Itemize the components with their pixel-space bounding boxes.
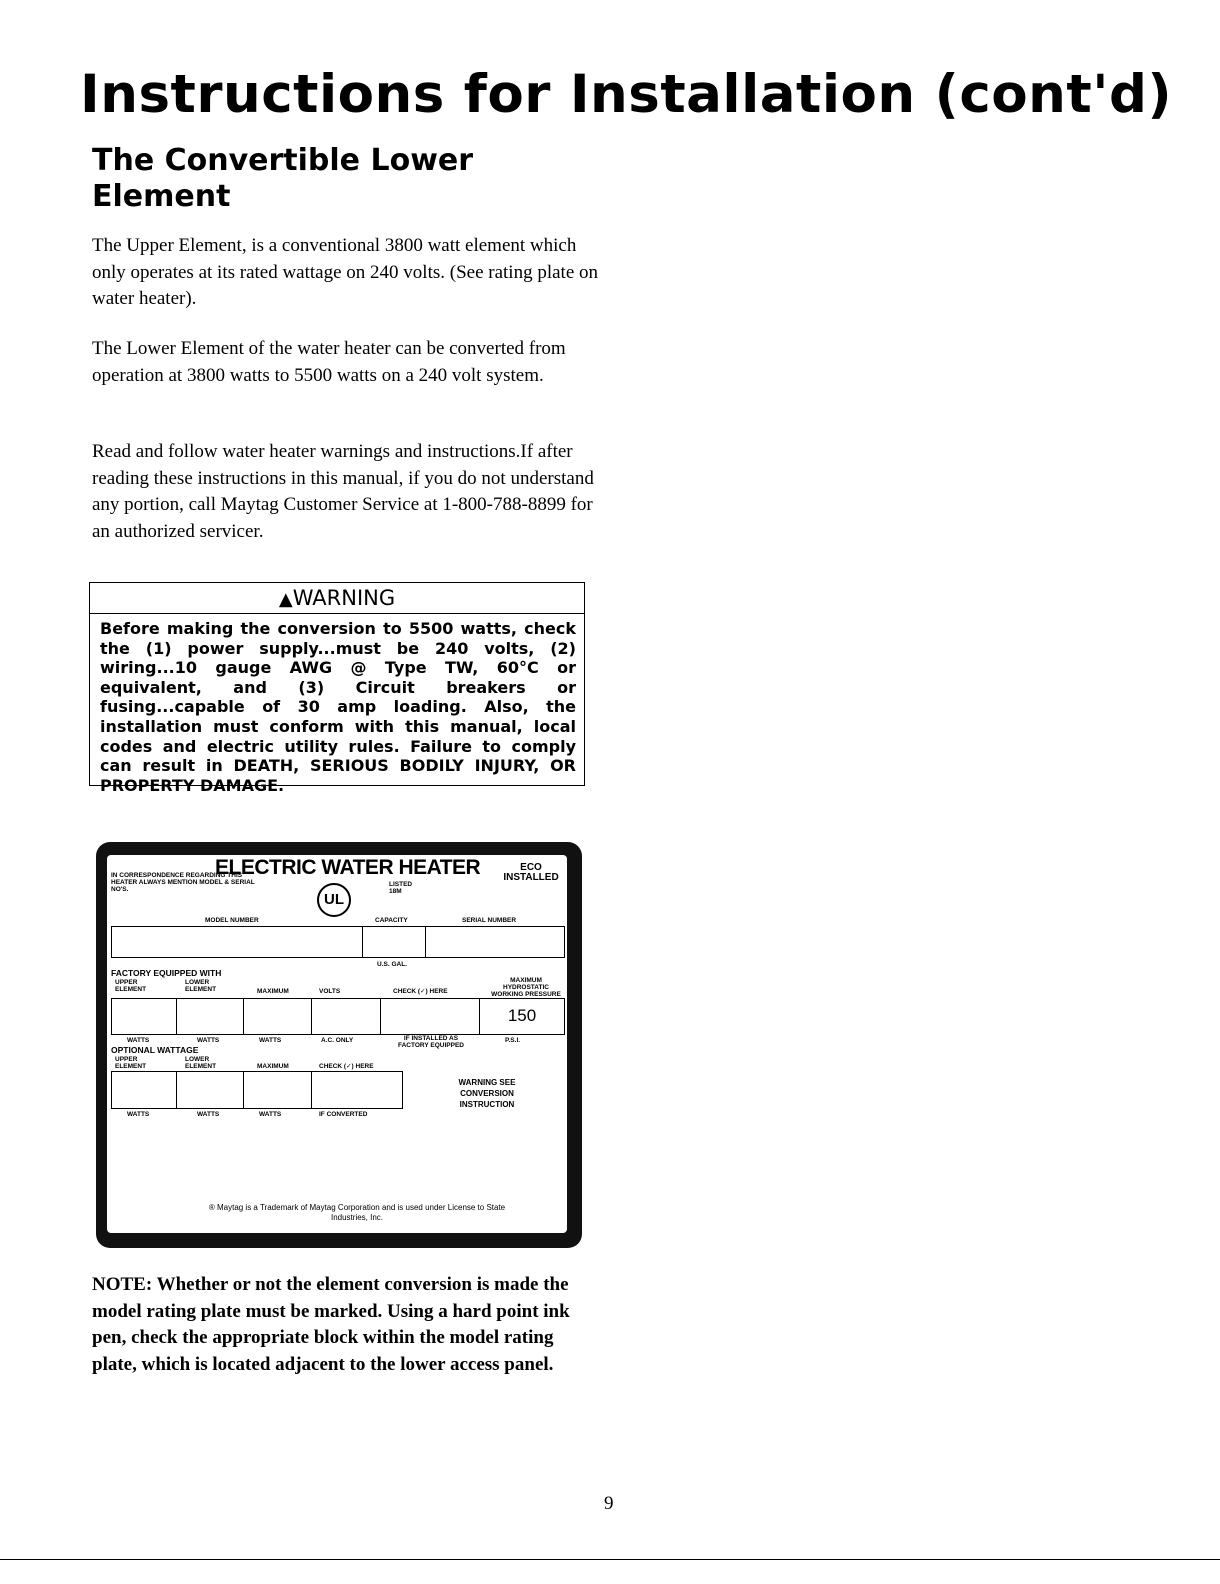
plate-opt-check-box bbox=[311, 1071, 403, 1109]
plate-capacity-box bbox=[362, 926, 426, 958]
rating-plate-face bbox=[107, 855, 567, 1233]
plate-opt-lower-box bbox=[176, 1071, 244, 1109]
plate-opt-max-box bbox=[243, 1071, 312, 1109]
plate-warning-note: WARNING SEE CONVERSION INSTRUCTION bbox=[458, 1078, 516, 1109]
warning-title: WARNING bbox=[292, 586, 396, 610]
plate-volts-label: VOLTS bbox=[319, 988, 341, 995]
plate-opt-watts-2: WATTS bbox=[197, 1111, 220, 1118]
plate-watts-2: WATTS bbox=[197, 1037, 220, 1044]
plate-maximum-label: MAXIMUM bbox=[257, 988, 289, 995]
plate-eco-installed: ECO INSTALLED bbox=[503, 862, 559, 883]
page-title: Instructions for Installation (cont'd) bbox=[80, 64, 1173, 125]
plate-serial-number-label: SERIAL NUMBER bbox=[462, 917, 517, 924]
page-number: 9 bbox=[604, 1493, 614, 1514]
warning-triangle-icon: ▲ bbox=[278, 589, 293, 610]
plate-opt-upper-box bbox=[111, 1071, 177, 1109]
plate-volts-box bbox=[311, 998, 381, 1035]
plate-pressure-box bbox=[479, 998, 565, 1035]
plate-watts-3: WATTS bbox=[259, 1037, 282, 1044]
plate-trademark: ® Maytag is a Trademark of Maytag Corporation and is used under License to State Industries, Inc. bbox=[208, 1203, 506, 1222]
plate-title: ELECTRIC WATER HEATER bbox=[215, 856, 481, 879]
ul-mark-icon: UL bbox=[317, 883, 351, 917]
plate-listed: LISTED 18M bbox=[389, 881, 413, 895]
plate-capacity-label: CAPACITY bbox=[375, 917, 408, 924]
plate-optional-lower-label: LOWER ELEMENT bbox=[185, 1056, 217, 1070]
plate-opt-watts-1: WATTS bbox=[127, 1111, 150, 1118]
paragraph-lower-element: The Lower Element of the water heater can be converted from operation at 3800 watts to 5500 watts on a 240 volt system. bbox=[92, 338, 566, 386]
plate-optional-upper-label: UPPER ELEMENT bbox=[115, 1056, 147, 1070]
plate-if-converted: IF CONVERTED bbox=[319, 1111, 368, 1118]
plate-optional-maximum-label: MAXIMUM bbox=[257, 1063, 289, 1070]
warning-header bbox=[90, 583, 584, 614]
plate-ac-only: A.C. ONLY bbox=[321, 1037, 354, 1044]
plate-us-gal-label: U.S. GAL. bbox=[377, 961, 407, 968]
warning-body: Before making the conversion to 5500 watts, check the (1) power supply...must be 240 volts, (2) wiring...10 gauge AWG @ Type TW, 60°C or equivalent, and (3) Circuit breakers or fusing...capable of 30 amp loading. Also, the installation must conform with this manual, local codes and electric utility rules. Failure to comply can result in DEATH, SERIOUS BODILY INJURY, OR PROPERTY DAMAGE. bbox=[100, 619, 576, 795]
plate-optional-wattage: OPTIONAL WATTAGE bbox=[111, 1045, 199, 1055]
section-title: The Convertible Lower Element bbox=[92, 143, 474, 214]
plate-max-pressure-label: MAXIMUM HYDROSTATIC WORKING PRESSURE bbox=[491, 977, 561, 998]
plate-opt-watts-3: WATTS bbox=[259, 1111, 282, 1118]
paragraph-upper-element: The Upper Element, is a conventional 3800 watt element which only operates at its rated wattage on 240 volts. (See rating plate on water heater). bbox=[92, 235, 598, 309]
plate-upper-element-label: UPPER ELEMENT bbox=[115, 979, 147, 993]
plate-upper-watts-box bbox=[111, 998, 177, 1035]
plate-model-number-label: MODEL NUMBER bbox=[205, 917, 259, 924]
rating-plate bbox=[96, 842, 582, 1248]
plate-pressure-value: 150 bbox=[507, 1006, 537, 1025]
plate-model-number-box bbox=[111, 926, 363, 958]
plate-psi: P.S.I. bbox=[505, 1037, 521, 1044]
plate-lower-element-label: LOWER ELEMENT bbox=[185, 979, 217, 993]
warning-box bbox=[89, 582, 585, 795]
plate-watts-1: WATTS bbox=[127, 1037, 150, 1044]
conversion-note: NOTE: Whether or not the element conversion is made the model rating plate must be marked. Using a hard point ink pen, check the appropriate block within the model rating plate, which is located adjacent to the lower access panel. bbox=[92, 1274, 570, 1375]
plate-if-installed: IF INSTALLED AS FACTORY EQUIPPED bbox=[398, 1035, 464, 1049]
plate-correspondence: IN CORRESPONDENCE REGARDING THIS HEATER ALWAYS MENTION MODEL & SERIAL NO'S. bbox=[111, 872, 255, 893]
plate-optional-check-label: CHECK (✓) HERE bbox=[319, 1063, 374, 1070]
plate-factory-equipped-label: FACTORY EQUIPPED WITH bbox=[111, 968, 222, 978]
paragraph-customer-service: Read and follow water heater warnings and instructions.If after reading these instructions in this manual, if you do not understand any portion, call Maytag Customer Service at 1-800-788-8899 for an authorized servicer. bbox=[92, 441, 594, 542]
plate-lower-watts-box bbox=[176, 998, 244, 1035]
plate-check-here-label: CHECK (✓) HERE bbox=[393, 988, 448, 995]
plate-check-box bbox=[380, 998, 480, 1035]
footer-rule bbox=[0, 1559, 1220, 1560]
plate-serial-number-box bbox=[425, 926, 565, 958]
plate-max-watts-box bbox=[243, 998, 312, 1035]
